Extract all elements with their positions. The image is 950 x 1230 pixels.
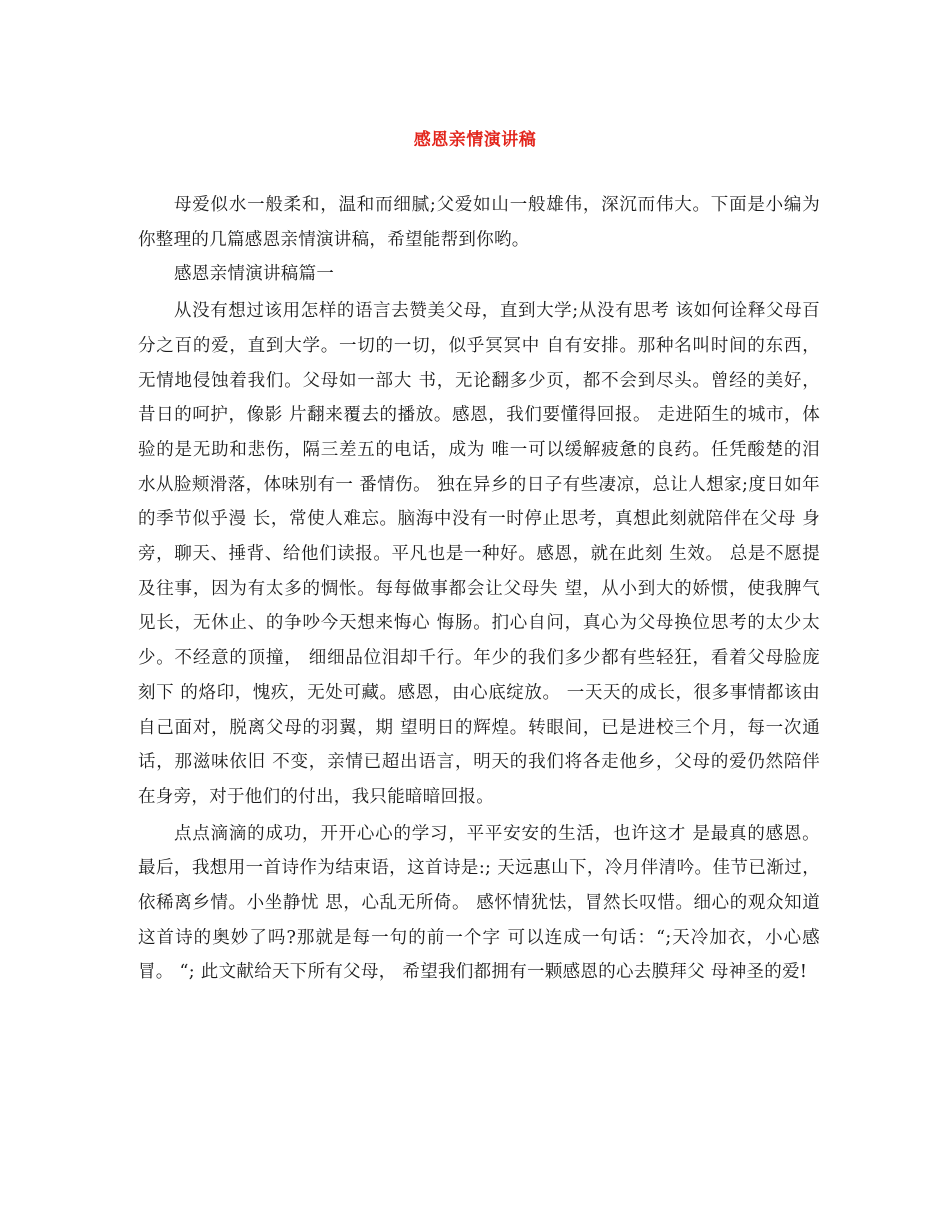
document-title: 感恩亲情演讲稿 [413,130,537,150]
body-paragraph-main: 从没有想过该用怎样的语言去赞美父母，直到大学;从没有思考 该如何诠释父母百分之百的爱，直到大学。一切的一切，似乎冥冥中 自有安排。那种名叫时间的东西，无情地侵蚀着我们。父母如一部大 书，无论翻多少页，都不会到尽头。曾经的美好，昔日的呵护，像影 片翻来覆去的播放。感恩，我们要懂得回报。 走进陌生的城市，体验的是无助和悲伤，隔三差五的电话，成为 唯一可以缓解疲惫的良药。任凭酸楚的泪水从脸颊滑落，体味别有一 番情伤。 独在异乡的日子有些凄凉，总让人想家;度日如年的季节似乎漫 长，常使人难忘。脑海中没有一时停止思考，真想此刻就陪伴在父母 身旁，聊天、捶背、给他们读报。平凡也是一种好。感恩，就在此刻 生效。 总是不愿提及往事，因为有太多的惆怅。每每做事都会让父母失 望，从小到大的娇惯，使我脾气见长，无休止、的争吵今天想来悔心 悔肠。扪心自问，真心为父母换位思考的太少太少。不经意的顶撞， 细细品位泪却千行。年少的我们多少都有些轻狂，看着父母脸庞刻下 的烙印，愧疚，无处可藏。感恩，由心底绽放。 一天天的成长，很多事情都该由自己面对，脱离父母的羽翼，期 望明日的辉煌。转眼间，已是进校三个月，每一次通话，那滋味依旧 不变，亲情已超出语言，明天的我们将各走他乡，父母的爱仍然陪伴 在身旁，对于他们的付出，我只能暗暗回报。 [138,301,820,807]
document-body [138,188,820,990]
section-heading: 感恩亲情演讲稿篇一 [174,264,335,285]
closing-paragraph: 点点滴滴的成功，开开心心的学习，平平安安的生活，也许这才 是最真的感恩。最后，我想用一首诗作为结束语，这首诗是:; 天远惠山下，冷月伴清吟。佳节已渐过，依稀离乡情。小坐静忧 思，心乱无所倚。 感怀情犹怯，冒然长叹惜。细心的观众知道这首诗的奥妙了吗?那就是每一句的前一个字 可以连成一句话：“;天冷加衣，小心感冒。 “; 此文献给天下所有父母， 希望我们都拥有一颗感恩的心去膜拜父 母神圣的爱! [138,823,820,983]
intro-paragraph: 母爱似水一般柔和，温和而细腻;父爱如山一般雄伟，深沉而伟大。下面是小编为你整理的几篇感恩亲情演讲稿，希望能帮到你哟。 [138,195,820,250]
